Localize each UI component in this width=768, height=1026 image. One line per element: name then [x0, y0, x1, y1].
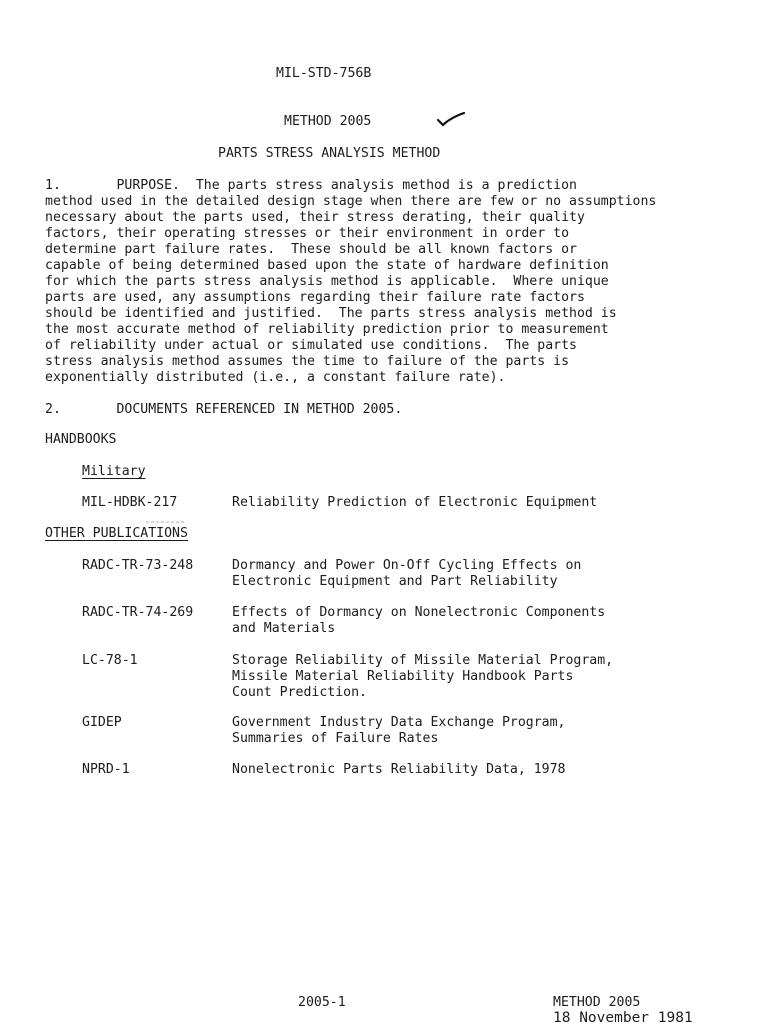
purpose-line: the most accurate method of reliability prediction prior to measurement	[45, 322, 609, 337]
military-label: Military	[82, 464, 146, 479]
purpose-line: method used in the detailed design stage when there are few or no assumptions	[45, 194, 657, 209]
ref-description: Reliability Prediction of Electronic Equipment	[232, 495, 598, 510]
ref-code: RADC-TR-74-269	[82, 605, 194, 620]
ref-description: Government Industry Data Exchange Program, Summaries of Failure Rates	[232, 715, 566, 746]
ref-description: Nonelectronic Parts Reliability Data, 1978	[232, 762, 566, 777]
ref-description: Effects of Dormancy on Nonelectronic Components and Materials	[232, 605, 606, 636]
ref-code: GIDEP	[82, 715, 122, 730]
handwritten-checkmark-icon	[436, 110, 466, 130]
ref-code: RADC-TR-73-248	[82, 558, 194, 573]
document-number: MIL-STD-756B	[276, 66, 372, 81]
page-title: PARTS STRESS ANALYSIS METHOD	[218, 146, 441, 161]
ref-description: Storage Reliability of Missile Material Program, Missile Material Reliability Handbook Parts Count Prediction.	[232, 653, 614, 700]
purpose-line: stress analysis method assumes the time to failure of the parts is	[45, 354, 570, 369]
purpose-line: 1. PURPOSE. The parts stress analysis method is a prediction	[45, 178, 577, 193]
handbooks-label: HANDBOOKS	[45, 432, 117, 447]
method-heading: METHOD 2005	[284, 114, 372, 129]
footer-date: 18 November 1981	[553, 1010, 693, 1026]
ref-code: LC-78-1	[82, 653, 138, 668]
purpose-line: determine part failure rates. These should be all known factors or	[45, 242, 577, 257]
ref-code: NPRD-1	[82, 762, 130, 777]
purpose-line: necessary about the parts used, their stress derating, their quality	[45, 210, 585, 225]
purpose-line: of reliability under actual or simulated use conditions. The parts	[45, 338, 577, 353]
page-number: 2005-1	[298, 995, 346, 1010]
documents-heading: 2. DOCUMENTS REFERENCED IN METHOD 2005.	[45, 402, 403, 417]
ref-code: MIL-HDBK-217	[82, 495, 178, 510]
purpose-line: capable of being determined based upon the state of hardware definition	[45, 258, 609, 273]
purpose-line: exponentially distributed (i.e., a constant failure rate).	[45, 370, 506, 385]
purpose-line: factors, their operating stresses or their environment in order to	[45, 226, 570, 241]
purpose-paragraph	[45, 178, 657, 386]
purpose-line: should be identified and justified. The parts stress analysis method is	[45, 306, 617, 321]
purpose-line: parts are used, any assumptions regarding their failure rate factors	[45, 290, 585, 305]
purpose-line: for which the parts stress analysis method is applicable. Where unique	[45, 274, 609, 289]
other-publications-label: OTHER PUBLICATIONS	[45, 526, 188, 541]
scan-smudge	[146, 521, 186, 523]
ref-description: Dormancy and Power On-Off Cycling Effects on Electronic Equipment and Part Reliability	[232, 558, 582, 589]
footer-method: METHOD 2005	[553, 995, 641, 1010]
